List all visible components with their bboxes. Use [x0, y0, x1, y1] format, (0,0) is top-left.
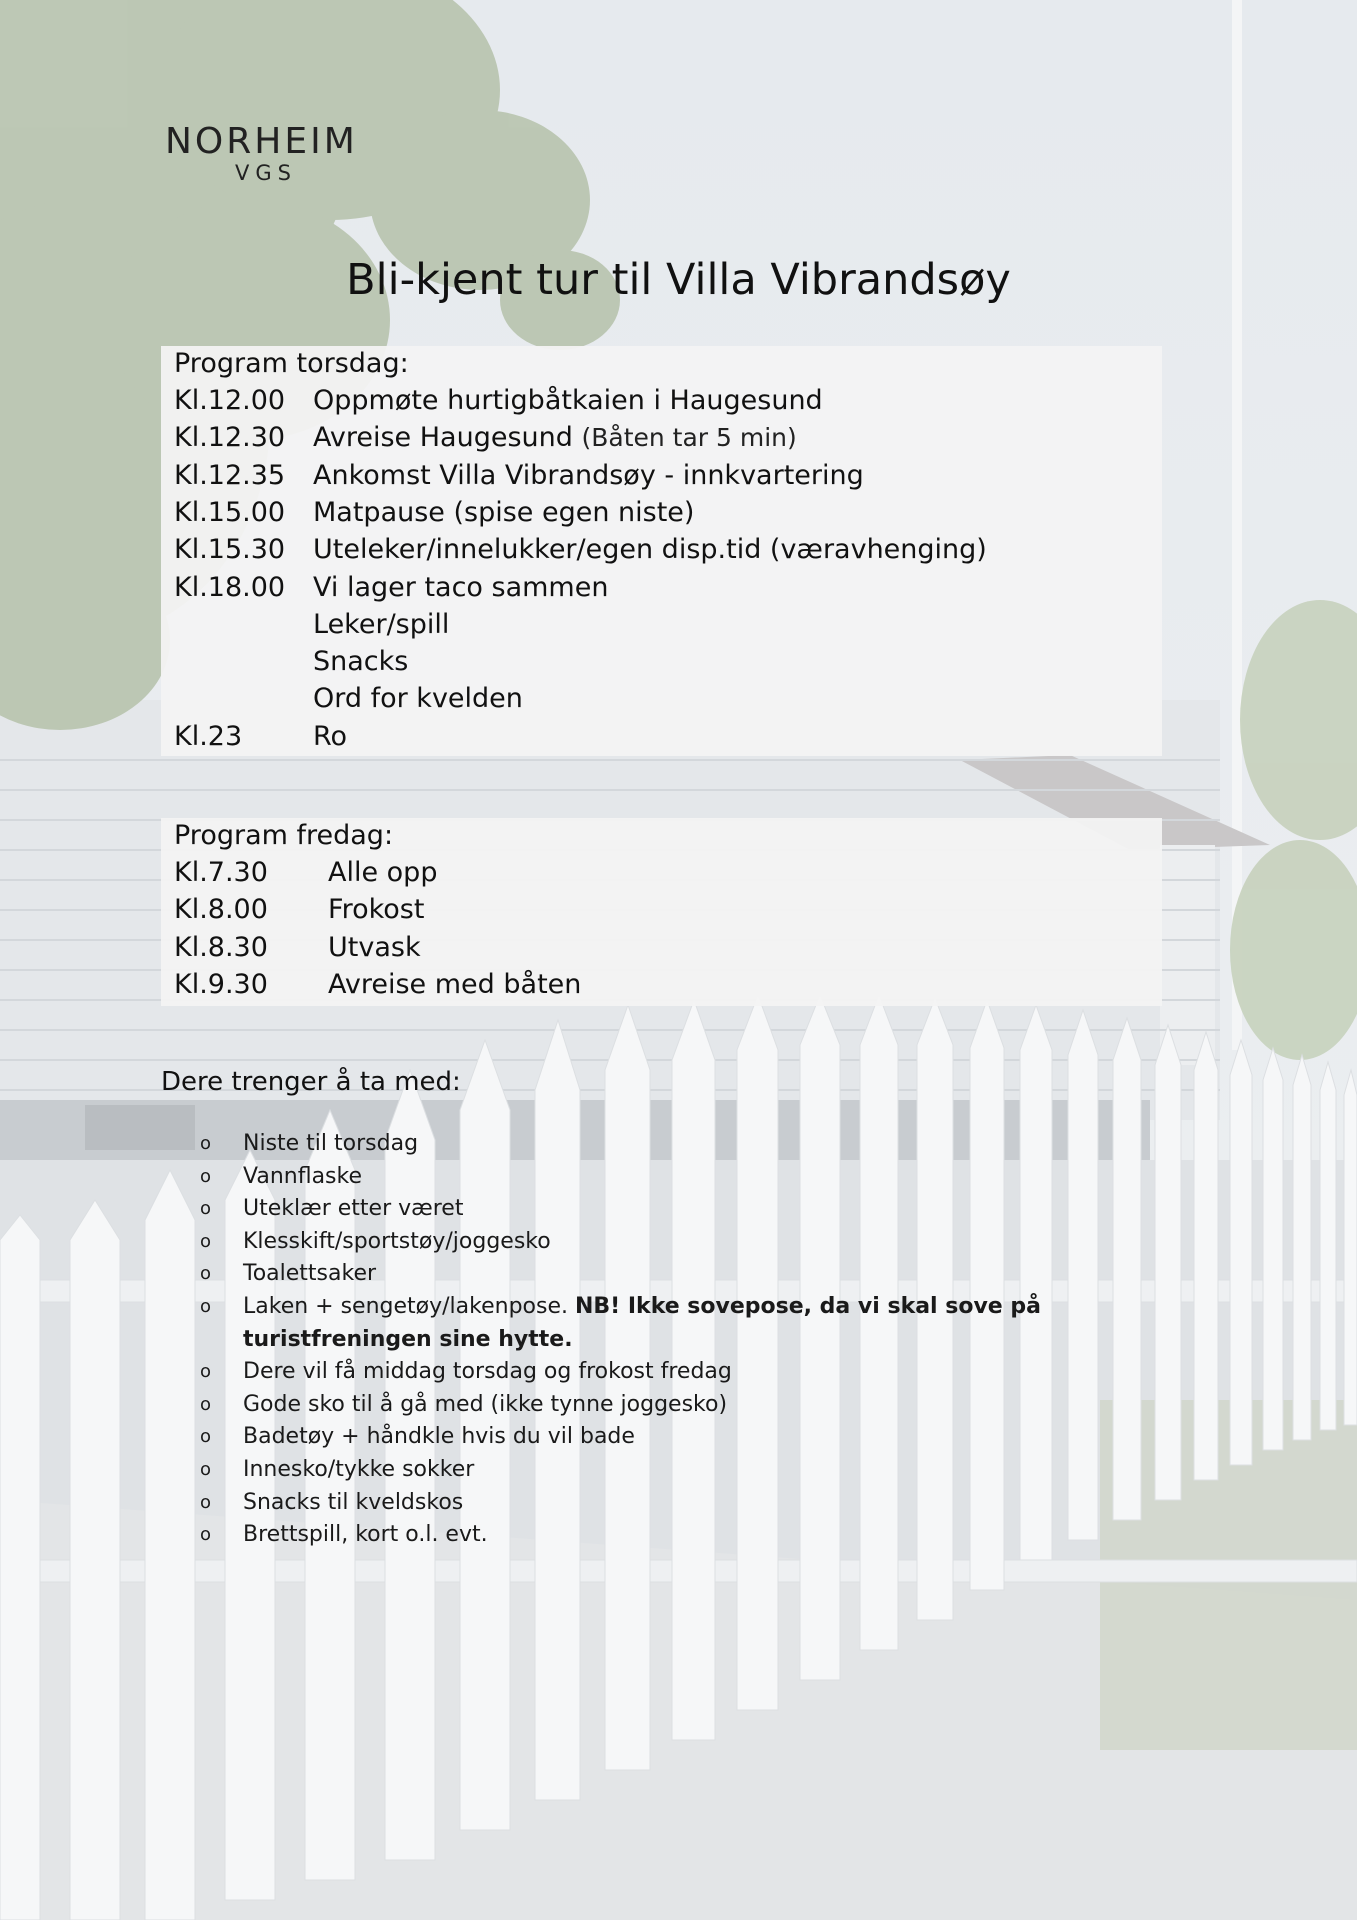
schedule-time: Kl.15.00: [174, 496, 286, 528]
thursday-program-panel: [161, 346, 1162, 756]
activity-text: Uteleker/innelukker/egen disp.tid (væravhenging): [313, 534, 987, 566]
packing-list-heading: Dere trenger å ta med:: [161, 1067, 461, 1097]
list-item: [200, 1519, 1160, 1552]
list-item-text: Gode sko til å gå med (ikke tynne joggesko): [243, 1391, 728, 1417]
schedule-time: Kl.23: [174, 720, 243, 752]
schedule-time: Kl.12.00: [174, 385, 286, 416]
schedule-activity: [313, 534, 987, 565]
page-title: Bli-kjent tur til Villa Vibrandsøy: [346, 255, 1011, 305]
school-logo: [165, 122, 358, 184]
schedule-activity: [313, 460, 864, 491]
friday-heading: Program fredag:: [174, 820, 394, 851]
list-item-text: Snacks til kveldskos: [243, 1489, 464, 1515]
activity-text: Avreise Haugesund: [313, 422, 573, 454]
list-item: [200, 1389, 1160, 1422]
activity-text: Snacks: [313, 646, 409, 678]
thursday-row: [174, 571, 609, 603]
list-item: [200, 1128, 1160, 1161]
schedule-time: Kl.8.00: [174, 894, 268, 926]
list-item-text: Brettspill, kort o.l. evt.: [243, 1522, 488, 1548]
schedule-time: Kl.8.30: [174, 931, 268, 963]
thursday-row: [174, 422, 797, 454]
schedule-activity: Alle opp: [328, 857, 438, 888]
activity-text: Matpause (spise egen niste): [313, 496, 695, 528]
thursday-row: [174, 459, 864, 491]
list-item: [200, 1421, 1160, 1454]
schedule-activity: [313, 683, 523, 714]
friday-row: [174, 968, 582, 1000]
thursday-row: [174, 385, 823, 416]
friday-row: [174, 894, 425, 926]
activity-text: Vi lager taco sammen: [313, 571, 609, 603]
list-item-text: Klesskift/sportstøy/joggesko: [243, 1228, 551, 1254]
activity-text: Oppmøte hurtigbåtkaien i Haugesund: [313, 385, 823, 416]
logo-name: NORHEIM: [165, 121, 358, 162]
list-item-text: Dere vil få middag torsdag og frokost fredag: [243, 1359, 732, 1385]
friday-row: [174, 931, 421, 963]
thursday-row: [174, 496, 695, 528]
list-item: [200, 1487, 1160, 1520]
thursday-row: [174, 534, 987, 566]
schedule-activity: [313, 422, 797, 453]
schedule-activity: [313, 497, 694, 528]
list-item-text: Badetøy + håndkle hvis du vil bade: [243, 1424, 635, 1450]
logo-wordmark: [165, 122, 358, 162]
list-item-text: Niste til torsdag: [243, 1131, 419, 1156]
logo-subtitle: VGS: [235, 161, 297, 185]
schedule-time: Kl.15.30: [174, 534, 286, 566]
schedule-activity: [313, 646, 408, 677]
activity-text: Ro: [313, 720, 348, 752]
packing-list: [200, 1128, 1160, 1552]
activity-note: (Båten tar 5 min): [581, 423, 797, 453]
schedule-time: Kl.12.30: [174, 422, 286, 454]
schedule-activity: Avreise med båten: [328, 968, 582, 1000]
list-item: [200, 1193, 1160, 1226]
schedule-time: Kl.7.30: [174, 857, 268, 888]
list-item: [200, 1258, 1160, 1291]
schedule-activity: [313, 721, 347, 752]
activity-text: Ankomst Villa Vibrandsøy - innkvartering: [313, 459, 864, 491]
list-item-text: Toalettsaker: [243, 1261, 377, 1287]
list-item-text: Innesko/tykke sokker: [243, 1456, 475, 1482]
thursday-row: [174, 720, 348, 752]
list-item-emphasis: NB! Ikke sovepose, da vi skal sove på turistfreningen sine hytte.: [243, 1293, 1041, 1352]
thursday-heading: Program torsdag:: [174, 348, 409, 379]
schedule-activity: [313, 385, 823, 416]
schedule-activity: Frokost: [328, 894, 425, 926]
list-item: [200, 1356, 1160, 1389]
list-item-text: Laken + sengetøy/lakenpose.: [243, 1293, 575, 1319]
list-item: [200, 1291, 1160, 1356]
friday-row: [174, 857, 438, 888]
schedule-time: Kl.18.00: [174, 571, 286, 603]
list-item-text: Vannflaske: [243, 1163, 363, 1189]
list-item: [200, 1161, 1160, 1194]
schedule-activity: [313, 609, 449, 640]
list-item-text: Uteklær etter været: [243, 1196, 464, 1222]
activity-text: Leker/spill: [313, 608, 450, 640]
schedule-activity: Utvask: [328, 931, 421, 963]
activity-text: Ord for kvelden: [313, 683, 523, 715]
schedule-time: Kl.9.30: [174, 968, 268, 1000]
schedule-time: Kl.12.35: [174, 459, 286, 491]
list-item: [200, 1454, 1160, 1487]
friday-program-panel: [161, 818, 1162, 1006]
list-item: [200, 1226, 1160, 1259]
schedule-activity: [313, 572, 608, 603]
